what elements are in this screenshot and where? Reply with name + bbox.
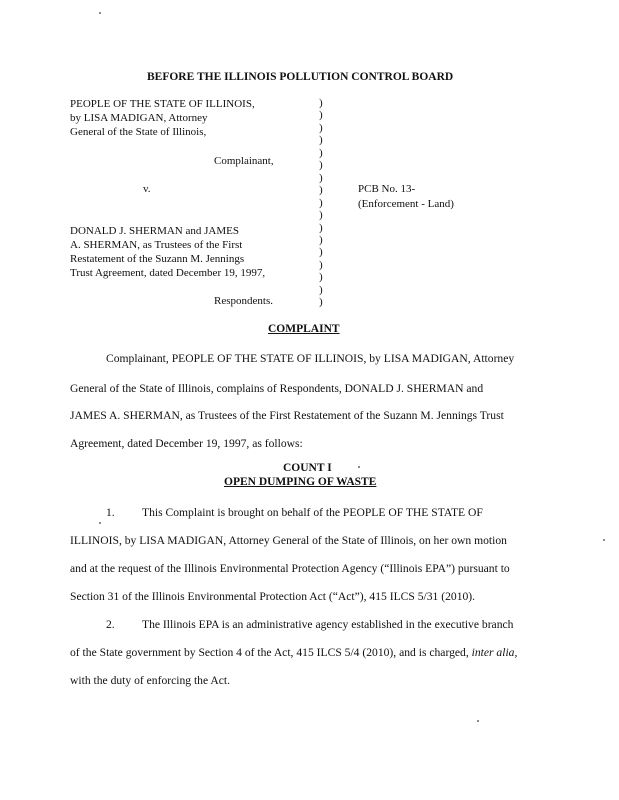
plaintiff-line: PEOPLE OF THE STATE OF ILLINOIS,	[70, 98, 255, 110]
paragraph-line: with the duty of enforcing the Act.	[70, 674, 231, 687]
paragraph-line: This Complaint is brought on behalf of the PEOPLE OF THE STATE OF	[142, 506, 483, 519]
paragraph-line: Section 31 of the Illinois Environmental Protection Act (“Act”), 415 ILCS 5/31 (2010).	[70, 590, 476, 603]
scan-speck	[603, 539, 605, 541]
count-subheading: OPEN DUMPING OF WASTE	[224, 476, 377, 488]
case-number: PCB No. 13-	[358, 183, 416, 195]
caption-parens: ) ) ) ) ) ) ) ) ) ) ) ) ) ) ) ) )	[319, 97, 323, 309]
scan-speck	[99, 12, 101, 14]
plaintiff-role: Complainant,	[214, 155, 274, 167]
scan-speck	[477, 720, 479, 722]
paragraph-line: The Illinois EPA is an administrative agency established in the executive branch	[142, 618, 514, 631]
intro-line: General of the State of Illinois, complains of Respondents, DONALD J. SHERMAN and	[70, 382, 484, 395]
scan-speck	[358, 466, 360, 468]
scan-speck	[99, 522, 101, 524]
defendant-line: Trust Agreement, dated December 19, 1997,	[70, 267, 266, 279]
paragraph-line: and at the request of the Illinois Environmental Protection Agency (“Illinois EPA”) pursuant to	[70, 562, 510, 575]
intro-line: Complainant, PEOPLE OF THE STATE OF ILLINOIS, by LISA MADIGAN, Attorney	[106, 352, 515, 365]
paragraph-line: ILLINOIS, by LISA MADIGAN, Attorney General of the State of Illinois, on her own motion	[70, 534, 507, 547]
italic-phrase: inter alia,	[471, 646, 518, 659]
intro-line: Agreement, dated December 19, 1997, as follows:	[70, 437, 303, 450]
paragraph-text: of the State government by Section 4 of the Act, 415 ILCS 5/4 (2010), and is charged,	[70, 646, 469, 659]
defendant-role: Respondents.	[214, 295, 273, 307]
defendant-line: DONALD J. SHERMAN and JAMES	[70, 225, 239, 237]
paragraph-line-with-italic	[70, 646, 517, 659]
defendant-line: Restatement of the Suzann M. Jennings	[70, 253, 245, 265]
versus: v.	[143, 183, 151, 195]
document-title: COMPLAINT	[268, 323, 340, 335]
plaintiff-line: by LISA MADIGAN, Attorney	[70, 112, 208, 124]
intro-line: JAMES A. SHERMAN, as Trustees of the First Restatement of the Suzann M. Jennings Trust	[70, 409, 504, 422]
defendant-line: A. SHERMAN, as Trustees of the First	[70, 239, 243, 251]
case-type: (Enforcement - Land)	[358, 198, 454, 210]
count-heading: COUNT I	[283, 462, 332, 474]
paragraph-number: 1.	[106, 506, 115, 519]
plaintiff-line: General of the State of Illinois,	[70, 126, 207, 138]
court-heading: BEFORE THE ILLINOIS POLLUTION CONTROL BOARD	[147, 71, 454, 83]
paragraph-number: 2.	[106, 618, 115, 631]
